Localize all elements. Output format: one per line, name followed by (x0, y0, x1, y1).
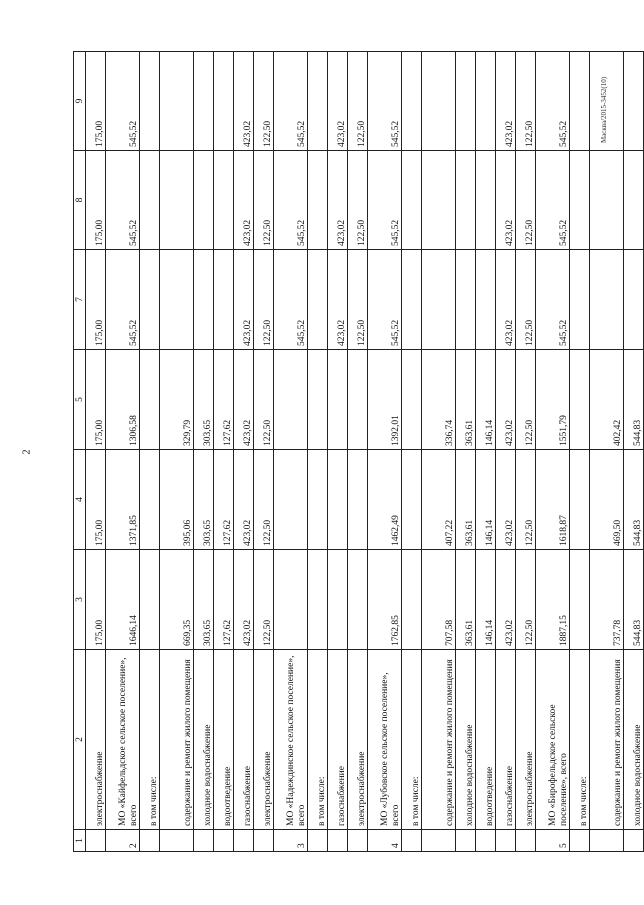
value-cell-4: 127,62 (214, 450, 234, 550)
row-number-cell (624, 830, 644, 852)
value-cell-5 (570, 350, 590, 450)
value-cell-8: 545,52 (536, 151, 570, 250)
row-label-cell: МО «Надеждинское сельское поселение», всего (274, 650, 308, 830)
value-cell-8 (590, 151, 624, 250)
value-cell-5: 303,65 (194, 350, 214, 450)
value-cell-3 (308, 550, 328, 650)
table-row (234, 52, 254, 852)
value-cell-8 (140, 151, 160, 250)
value-cell-3: 1646,14 (106, 550, 140, 650)
row-number-cell (422, 830, 456, 852)
value-cell-3: 122,50 (516, 550, 536, 650)
value-cell-7 (570, 250, 590, 350)
value-cell-4: 544,83 (624, 450, 644, 550)
value-cell-9: 545,52 (536, 52, 570, 151)
row-label-cell: электроснабжение (348, 650, 368, 830)
value-cell-9 (456, 52, 476, 151)
value-cell-3: 423,02 (496, 550, 516, 650)
value-cell-9 (422, 52, 456, 151)
row-label-cell: газоснабжение (328, 650, 348, 830)
row-label-cell: холодное водоснабжение (624, 650, 644, 830)
value-cell-4: 423,02 (496, 450, 516, 550)
value-cell-9 (194, 52, 214, 151)
value-cell-9 (308, 52, 328, 151)
row-number-cell (590, 830, 624, 852)
value-cell-3 (328, 550, 348, 650)
value-cell-9: 423,02 (234, 52, 254, 151)
value-cell-7: 423,02 (234, 250, 254, 350)
value-cell-8: 175,00 (86, 151, 106, 250)
value-cell-5 (274, 350, 308, 450)
value-cell-5 (402, 350, 422, 450)
document-code: Масква/2015-3452(10) (600, 76, 608, 144)
value-cell-3: 363,61 (456, 550, 476, 650)
header-cell: 2 (74, 650, 86, 830)
value-cell-4: 469,50 (590, 450, 624, 550)
table-row (160, 52, 194, 852)
value-cell-3: 707,58 (422, 550, 456, 650)
value-cell-9 (476, 52, 496, 151)
table-row (214, 52, 234, 852)
value-cell-5: 146,14 (476, 350, 496, 450)
table-row (194, 52, 214, 852)
table-row (422, 52, 456, 852)
table-row (402, 52, 422, 852)
value-cell-8 (422, 151, 456, 250)
row-number-cell (140, 830, 160, 852)
value-cell-3 (570, 550, 590, 650)
row-label-cell: газоснабжение (234, 650, 254, 830)
row-label-cell: водоотведение (476, 650, 496, 830)
row-number-cell: 5 (536, 830, 570, 852)
value-cell-4 (328, 450, 348, 550)
value-cell-7 (160, 250, 194, 350)
value-cell-7: 423,02 (496, 250, 516, 350)
value-cell-4 (570, 450, 590, 550)
value-cell-3: 122,50 (254, 550, 274, 650)
row-label-cell: водоотведение (214, 650, 234, 830)
value-cell-5: 122,50 (254, 350, 274, 450)
value-cell-9: 545,52 (106, 52, 140, 151)
value-cell-5: 402,42 (590, 350, 624, 450)
row-number-cell (86, 830, 106, 852)
value-cell-8: 122,50 (254, 151, 274, 250)
value-cell-8: 545,52 (274, 151, 308, 250)
header-row (74, 52, 86, 852)
row-label-cell: МО «Кайфельдское сельское поселение», всего (106, 650, 140, 830)
value-cell-8: 423,02 (496, 151, 516, 250)
row-number-cell (254, 830, 274, 852)
value-cell-9: 423,02 (328, 52, 348, 151)
value-cell-8: 122,50 (516, 151, 536, 250)
value-cell-4 (402, 450, 422, 550)
value-cell-7 (194, 250, 214, 350)
table-row (476, 52, 496, 852)
value-cell-7: 545,52 (536, 250, 570, 350)
value-cell-4: 122,50 (516, 450, 536, 550)
value-cell-9: 122,50 (516, 52, 536, 151)
value-cell-8: 545,52 (368, 151, 402, 250)
value-cell-5: 127,62 (214, 350, 234, 450)
table-row (456, 52, 476, 852)
value-cell-4: 407,22 (422, 450, 456, 550)
value-cell-9: 423,02 (496, 52, 516, 151)
value-cell-5: 175,00 (86, 350, 106, 450)
value-cell-5: 1306,58 (106, 350, 140, 450)
value-cell-9 (402, 52, 422, 151)
value-cell-4: 395,06 (160, 450, 194, 550)
row-label-cell: в том числе: (402, 650, 422, 830)
table-row (590, 52, 624, 852)
value-cell-7 (590, 250, 624, 350)
table-row (570, 52, 590, 852)
value-cell-8 (624, 151, 644, 250)
value-cell-7: 423,02 (328, 250, 348, 350)
value-cell-5: 423,02 (496, 350, 516, 450)
value-cell-8: 545,52 (106, 151, 140, 250)
table-row (496, 52, 516, 852)
table-row (254, 52, 274, 852)
value-cell-5: 1551,79 (536, 350, 570, 450)
value-cell-9 (570, 52, 590, 151)
header-cell: 8 (74, 151, 86, 250)
row-label-cell: МО «Лубовское сельское поселение», всего (368, 650, 402, 830)
row-label-cell: в том числе: (140, 650, 160, 830)
value-cell-7: 122,50 (516, 250, 536, 350)
value-cell-5 (348, 350, 368, 450)
value-cell-3: 146,14 (476, 550, 496, 650)
tariff-table (73, 51, 644, 852)
value-cell-4: 1371,85 (106, 450, 140, 550)
table-row (274, 52, 308, 852)
header-cell: 7 (74, 250, 86, 350)
value-cell-3 (140, 550, 160, 650)
value-cell-9: 122,50 (348, 52, 368, 151)
value-cell-7: 545,52 (274, 250, 308, 350)
value-cell-5: 363,61 (456, 350, 476, 450)
value-cell-8 (570, 151, 590, 250)
page-number: 2 (21, 449, 33, 455)
row-label-cell: газоснабжение (496, 650, 516, 830)
value-cell-3: 737,78 (590, 550, 624, 650)
value-cell-3: 423,02 (234, 550, 254, 650)
row-label-cell: холодное водоснабжение (456, 650, 476, 830)
value-cell-8 (476, 151, 496, 250)
value-cell-3 (348, 550, 368, 650)
row-label-cell: содержание и ремонт жилого помещения (422, 650, 456, 830)
value-cell-7 (456, 250, 476, 350)
header-cell: 9 (74, 52, 86, 151)
value-cell-8: 122,50 (348, 151, 368, 250)
value-cell-7 (140, 250, 160, 350)
value-cell-4: 423,02 (234, 450, 254, 550)
table-row (624, 52, 644, 852)
value-cell-8 (194, 151, 214, 250)
value-cell-4: 363,61 (456, 450, 476, 550)
value-cell-7: 175,00 (86, 250, 106, 350)
value-cell-3: 127,62 (214, 550, 234, 650)
table-row (86, 52, 106, 852)
row-number-cell (194, 830, 214, 852)
table-row (536, 52, 570, 852)
header-cell: 5 (74, 350, 86, 450)
row-number-cell (402, 830, 422, 852)
value-cell-4: 122,50 (254, 450, 274, 550)
row-label-cell: в том числе: (308, 650, 328, 830)
row-label-cell: электроснабжение (86, 650, 106, 830)
value-cell-5: 544,83 (624, 350, 644, 450)
value-cell-4 (140, 450, 160, 550)
value-cell-7 (624, 250, 644, 350)
row-label-cell: МО «Бирофельдское сельское поселение», всего (536, 650, 570, 830)
value-cell-5: 1392,01 (368, 350, 402, 450)
value-cell-4: 175,00 (86, 450, 106, 550)
row-label-cell: содержание и ремонт жилого помещения (590, 650, 624, 830)
value-cell-8 (402, 151, 422, 250)
row-number-cell (214, 830, 234, 852)
value-cell-8 (160, 151, 194, 250)
value-cell-9 (140, 52, 160, 151)
row-number-cell (328, 830, 348, 852)
value-cell-3: 1762,85 (368, 550, 402, 650)
value-cell-9: 122,50 (254, 52, 274, 151)
value-cell-7: 122,50 (348, 250, 368, 350)
table-row (516, 52, 536, 852)
value-cell-3: 303,65 (194, 550, 214, 650)
value-cell-5: 329,79 (160, 350, 194, 450)
value-cell-8: 423,02 (234, 151, 254, 250)
header-cell: 3 (74, 550, 86, 650)
table-row (368, 52, 402, 852)
header-cell: 4 (74, 450, 86, 550)
row-label-cell: в том числе: (570, 650, 590, 830)
row-number-cell: 2 (106, 830, 140, 852)
value-cell-9: 545,52 (368, 52, 402, 151)
row-label-cell: электроснабжение (254, 650, 274, 830)
row-label-cell: содержание и ремонт жилого помещения (160, 650, 194, 830)
row-number-cell (308, 830, 328, 852)
value-cell-4 (308, 450, 328, 550)
value-cell-7 (422, 250, 456, 350)
header-cell: 1 (74, 830, 86, 852)
value-cell-7: 545,52 (106, 250, 140, 350)
value-cell-3: 1887,15 (536, 550, 570, 650)
value-cell-5: 122,50 (516, 350, 536, 450)
value-cell-7: 545,52 (368, 250, 402, 350)
row-label-cell: электроснабжение (516, 650, 536, 830)
row-label-cell: холодное водоснабжение (194, 650, 214, 830)
value-cell-3 (402, 550, 422, 650)
value-cell-5: 336,74 (422, 350, 456, 450)
value-cell-3: 175,00 (86, 550, 106, 650)
value-cell-5 (140, 350, 160, 450)
row-number-cell (456, 830, 476, 852)
value-cell-4: 146,14 (476, 450, 496, 550)
value-cell-8 (308, 151, 328, 250)
value-cell-9: 175,00 (86, 52, 106, 151)
row-number-cell (496, 830, 516, 852)
value-cell-3: 669,35 (160, 550, 194, 650)
value-cell-9 (214, 52, 234, 151)
value-cell-8 (456, 151, 476, 250)
row-number-cell (234, 830, 254, 852)
table-row (348, 52, 368, 852)
value-cell-4 (348, 450, 368, 550)
value-cell-3: 544,83 (624, 550, 644, 650)
value-cell-9 (624, 52, 644, 151)
row-number-cell (570, 830, 590, 852)
value-cell-3 (274, 550, 308, 650)
value-cell-7: 122,50 (254, 250, 274, 350)
table-body (74, 52, 644, 852)
value-cell-7 (214, 250, 234, 350)
value-cell-7 (476, 250, 496, 350)
value-cell-9: 545,52 (274, 52, 308, 151)
value-cell-4 (274, 450, 308, 550)
row-number-cell (516, 830, 536, 852)
value-cell-5 (328, 350, 348, 450)
value-cell-9 (160, 52, 194, 151)
value-cell-4: 303,65 (194, 450, 214, 550)
row-number-cell (476, 830, 496, 852)
table-row (140, 52, 160, 852)
value-cell-8: 423,02 (328, 151, 348, 250)
value-cell-5: 423,02 (234, 350, 254, 450)
value-cell-9 (590, 52, 624, 151)
table-row (328, 52, 348, 852)
value-cell-5 (308, 350, 328, 450)
value-cell-7 (402, 250, 422, 350)
row-number-cell (348, 830, 368, 852)
value-cell-8 (214, 151, 234, 250)
value-cell-4: 1618,87 (536, 450, 570, 550)
table-row (308, 52, 328, 852)
table-row (106, 52, 140, 852)
value-cell-4: 1462,49 (368, 450, 402, 550)
value-cell-7 (308, 250, 328, 350)
row-number-cell (160, 830, 194, 852)
row-number-cell: 3 (274, 830, 308, 852)
row-number-cell: 4 (368, 830, 402, 852)
